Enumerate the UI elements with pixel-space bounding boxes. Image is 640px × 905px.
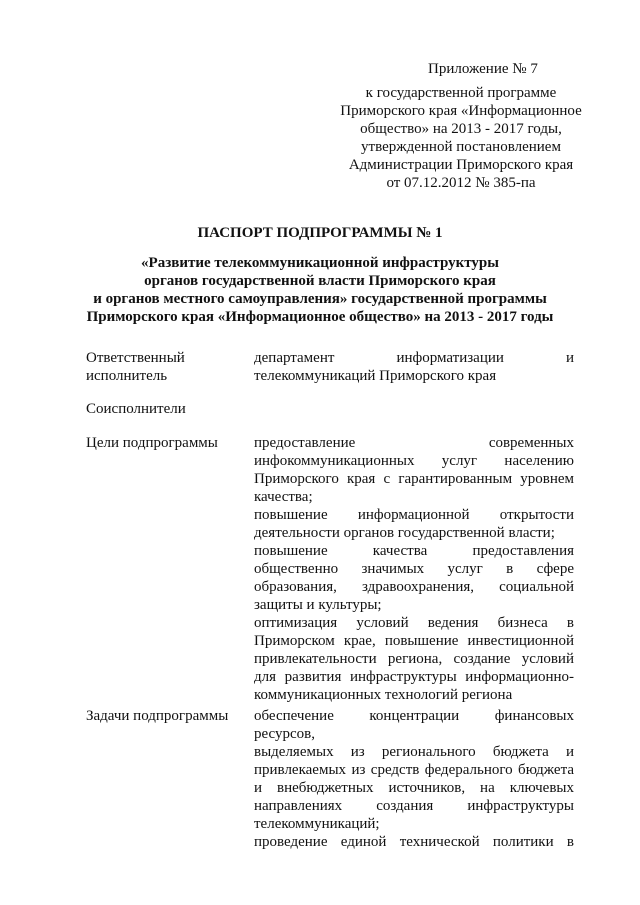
row-label — [86, 434, 246, 452]
passport-row-tasks — [86, 707, 574, 850]
appendix-line: утвержденной постановлением — [361, 139, 561, 155]
value-line: проведение единой технической политики в — [254, 834, 574, 850]
appendix-details — [330, 84, 592, 192]
row-label — [86, 349, 246, 385]
appendix-line: Администрации Приморского края — [348, 157, 574, 173]
row-label — [86, 707, 246, 725]
value-line: предоставление современных — [254, 435, 574, 451]
label-line: Задачи подпрограммы — [86, 708, 229, 724]
label-line: исполнитель — [86, 368, 168, 384]
value-line: повышение качества предоставления — [254, 543, 574, 559]
row-label — [86, 400, 246, 418]
value-line: выделяемых из регионального бюджета и — [254, 744, 574, 760]
value-line: деятельности органов государственной власти; — [254, 525, 555, 541]
value-line: качества; — [254, 489, 313, 505]
value-line: Приморского края с гарантированным уровнем — [254, 471, 574, 487]
row-value — [254, 434, 574, 704]
value-line: привлекаемых из средств федерального бюджета — [254, 762, 574, 778]
appendix-line: общество» на 2013 - 2017 годы, — [360, 121, 562, 137]
document-subtitle — [0, 254, 640, 326]
document-title: ПАСПОРТ ПОДПРОГРАММЫ № 1 — [197, 225, 443, 241]
subtitle-line: «Развитие телекоммуникационной инфраструктуры — [141, 255, 499, 271]
appendix-header — [330, 60, 592, 192]
value-line: привлекательности региона, создание условий — [254, 651, 574, 667]
row-value — [254, 707, 574, 851]
value-line: инфокоммуникационных услуг населению — [254, 453, 574, 469]
subtitle-line: и органов местного самоуправления» государственной программы — [93, 291, 547, 307]
value-line: департамент информатизации и — [254, 350, 574, 366]
subtitle-line: Приморского края «Информационное общество» на 2013 - 2017 годы — [86, 309, 554, 325]
value-line: общественно значимых услуг в сфере — [254, 561, 574, 577]
label-line: Соисполнители — [86, 401, 186, 417]
value-line: направлениях создания инфраструктуры — [254, 798, 574, 814]
value-line: телекоммуникаций Приморского края — [254, 368, 497, 384]
appendix-line: к государственной программе — [365, 85, 557, 101]
appendix-number: Приложение № 7 — [428, 61, 538, 77]
value-line: телекоммуникаций; — [254, 816, 380, 832]
value-line: и внебюджетных источников, на ключевых — [254, 780, 574, 796]
row-value — [254, 349, 574, 385]
subtitle-line: органов государственной власти Приморского края — [144, 273, 496, 289]
value-line: обеспечение концентрации финансовых ресурсов, — [254, 708, 574, 742]
passport-row-goals — [86, 434, 574, 706]
value-line: повышение информационной открытости — [254, 507, 574, 523]
value-line: образования, здравоохранения, социальной — [254, 579, 574, 595]
appendix-line: Приморского края «Информационное — [340, 103, 582, 119]
label-line: Цели подпрограммы — [86, 435, 218, 451]
appendix-line: от 07.12.2012 № 385-па — [386, 175, 536, 191]
label-line: Ответственный — [86, 350, 185, 366]
value-line: для развития инфраструктуры информационно- — [254, 669, 574, 685]
passport-row-coexecutors — [86, 400, 574, 420]
passport-row-executor — [86, 349, 574, 389]
value-line: защиты и культуры; — [254, 597, 382, 613]
value-line: Приморском крае, повышение инвестиционной — [254, 633, 574, 649]
value-line: оптимизация условий ведения бизнеса в — [254, 615, 574, 631]
value-line: коммуникационных технологий региона — [254, 687, 513, 703]
